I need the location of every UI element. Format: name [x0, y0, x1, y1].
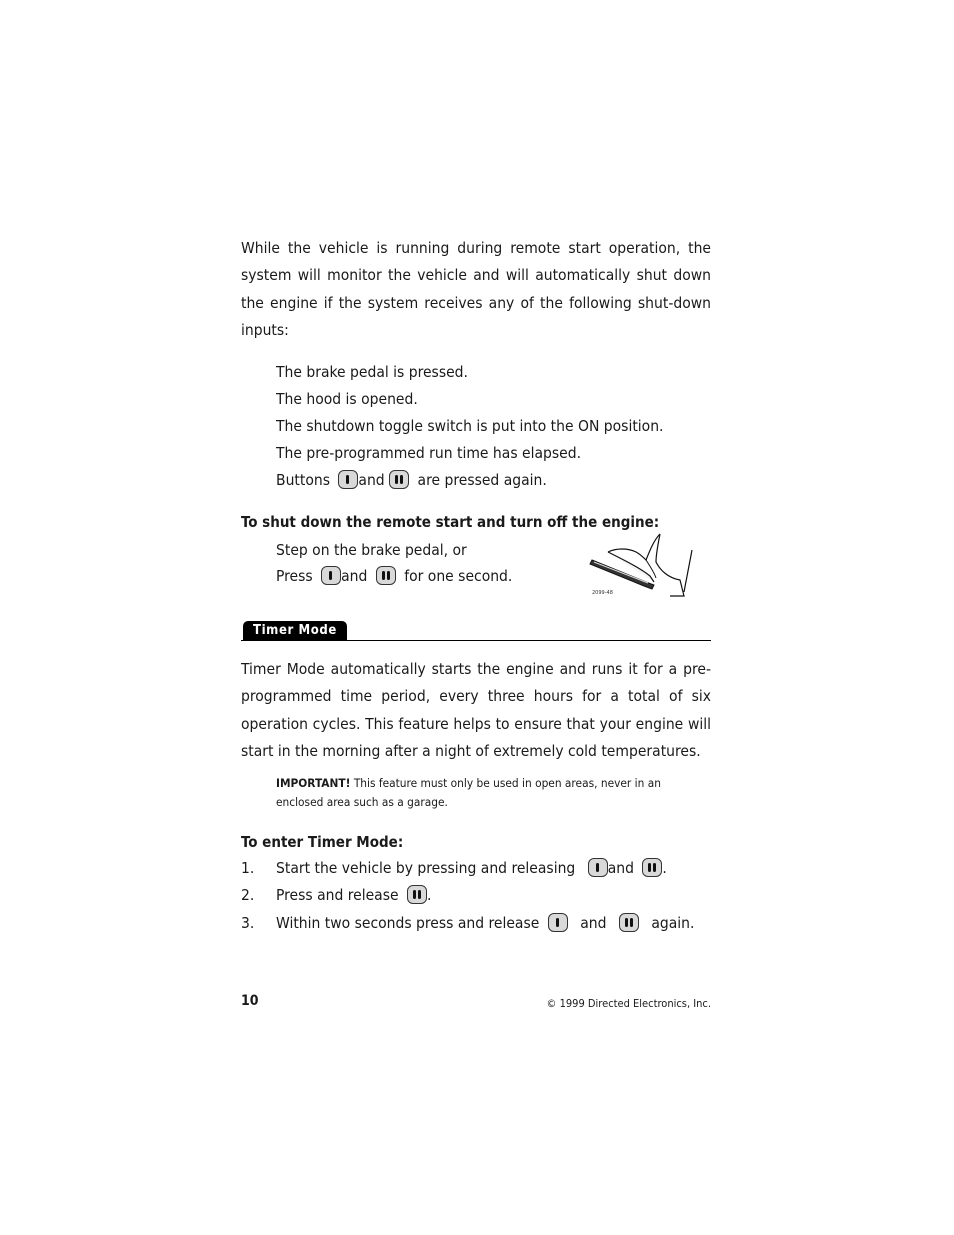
enter-timer-heading: To enter Timer Mode: [241, 833, 404, 851]
section-rule [241, 640, 711, 641]
illustration-caption: 2099-48 [592, 590, 613, 596]
shutdown-step-brake: Step on the brake pedal, or [276, 541, 467, 559]
press-prefix: Press [276, 567, 313, 585]
important-label: IMPORTANT! [276, 776, 351, 790]
copyright: © 1999 Directed Electronics, Inc. [546, 997, 711, 1010]
buttons-prefix: Buttons [276, 471, 330, 489]
step-3-and: and [580, 914, 607, 932]
page-number: 10 [241, 993, 259, 1009]
button-two-icon [642, 858, 662, 877]
press-suffix: for one second. [404, 567, 513, 585]
buttons-and: and [358, 471, 385, 489]
step-2-text: Press and release [276, 886, 399, 904]
press-and: and [341, 567, 368, 585]
shutdown-input-runtime: The pre-programmed run time has elapsed. [276, 444, 581, 462]
button-two-icon [389, 470, 409, 489]
section-tab-timer-mode: Timer Mode [243, 621, 347, 641]
button-one-icon [548, 913, 568, 932]
step-number: 1. [241, 859, 255, 877]
step-2-end: . [427, 886, 432, 904]
button-two-icon [619, 913, 639, 932]
step-number: 2. [241, 886, 255, 904]
intro-paragraph: While the vehicle is running during remote start operation, the system will monitor the vehicle and will automatically shut down the engine if the system receives any of the following shut-down inputs: [241, 239, 711, 339]
shutdown-input-brake: The brake pedal is pressed. [276, 363, 468, 381]
step-3 [276, 913, 694, 933]
step-1 [276, 858, 667, 878]
important-text: This feature must only be used in open areas, never in an enclosed area such as a garage. [276, 776, 661, 809]
shutdown-step-press [276, 566, 512, 586]
step-1-and: and [607, 859, 634, 877]
step-2 [276, 885, 431, 905]
timer-paragraph: Timer Mode automatically starts the engine and runs it for a pre-programmed time period, every three hours for a total of six operation cycles. This feature helps to ensure that your engine will start in the morning after a night of extremely cold temperatures. [241, 660, 711, 760]
shutdown-input-toggle: The shutdown toggle switch is put into the ON position. [276, 417, 664, 435]
brake-pedal-illustration [588, 532, 703, 600]
step-1-end: . [662, 859, 667, 877]
shutdown-heading: To shut down the remote start and turn off the engine: [241, 513, 660, 531]
button-one-icon [338, 470, 358, 489]
button-one-icon [321, 566, 341, 585]
button-one-icon [588, 858, 608, 877]
manual-page [241, 0, 711, 1235]
shutdown-input-buttons [276, 470, 547, 490]
button-two-icon [407, 885, 427, 904]
button-two-icon [376, 566, 396, 585]
buttons-suffix: are pressed again. [417, 471, 547, 489]
shutdown-input-hood: The hood is opened. [276, 390, 418, 408]
step-number: 3. [241, 914, 255, 932]
step-3-end: again. [651, 914, 695, 932]
important-note [276, 774, 696, 811]
step-1-text: Start the vehicle by pressing and releasing [276, 859, 576, 877]
step-3-text: Within two seconds press and release [276, 914, 540, 932]
